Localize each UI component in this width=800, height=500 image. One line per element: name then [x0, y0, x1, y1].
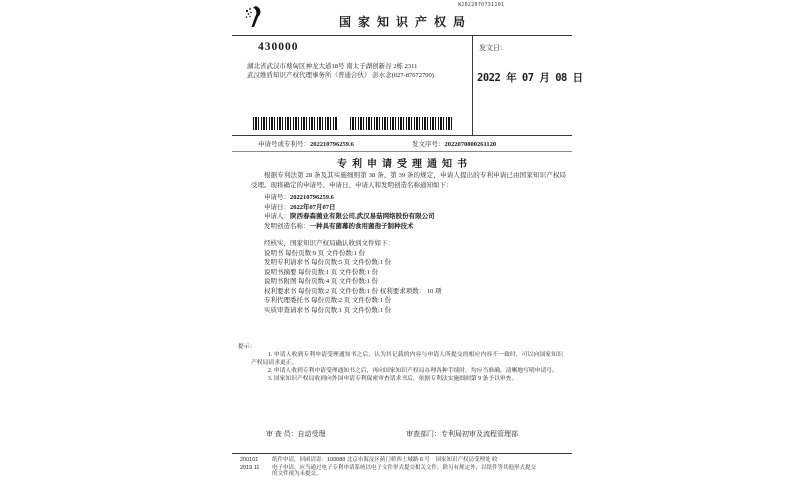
footer-text-2: 电子申请，应当通过电子专利申请系统以电子文件形式提交相关文件。除另有规定外，以纸件等其他形式提交的文件视为未提交。 — [272, 464, 537, 477]
footer-row-2 — [232, 465, 572, 478]
footer-code-2: 2019.11 — [240, 464, 260, 471]
received-file-item: 说明书 每份页数:9 页 文件份数:1 份 — [264, 249, 366, 257]
examiner-value: 自动受理 — [297, 430, 326, 438]
postal-code: 430000 — [258, 41, 299, 53]
note-item-3: 3. 国家知识产权局收到向外国申请专利保密审查请求书后，依据专利法实施细则第 9 条予以审查。 — [268, 376, 518, 382]
received-file-item: 说明书摘要 每份页数:1 页 文件份数:1 份 — [264, 268, 379, 276]
barcode-left-icon — [253, 117, 338, 130]
application-no-value: 202210796259.6 — [310, 141, 354, 148]
dispatch-no-value: 2022070800261120 — [444, 141, 497, 148]
document-title: 专利申请受理通知书 — [337, 159, 472, 170]
issue-date-value: 2022 年 07 月 08 日 — [477, 72, 583, 84]
dispatch-no-label: 发文序号： — [412, 141, 445, 148]
footer-code-1: 200101 — [240, 457, 259, 463]
note-item-1: 1. 申请人收到专利申请受理通知书之后，认为其记载的内容与申请人所提交的相应内容不一致时，可以向国家知识产权局请求更正。 — [251, 352, 563, 366]
received-file-item: 权利要求书 每份页数:2 页 文件份数:1 份 权利要求项数： 10 项 — [264, 287, 442, 295]
examiner-row — [232, 429, 572, 441]
received-intro: 经核实，国家知识产权局确认收到文件如下： — [264, 240, 394, 247]
recipient-address — [247, 62, 469, 80]
document-footer — [232, 453, 572, 479]
issue-date-label: 发文日： — [479, 44, 507, 52]
address-line-2: 武汉维盾知识产权代理事务所（普通合伙） 彭水念(027-87672700) — [247, 72, 434, 79]
field-value: 2022年07月07日 — [290, 203, 336, 211]
received-file-item: 专利代理委托书 每份页数:2 页 文件份数:1 份 — [264, 297, 392, 304]
vertical-divider — [472, 35, 473, 135]
barcode-right-icon — [350, 117, 453, 130]
examiner-cell — [266, 429, 326, 439]
dispatch-number-cell — [412, 139, 496, 148]
recipient-block — [232, 35, 583, 136]
examiner-label: 审 查 员： — [266, 430, 298, 438]
field-value: 一种具有菌幕的食用菌孢子制种技术 — [309, 222, 414, 230]
application-fields — [251, 193, 566, 231]
field-value: 202210796259.6 — [290, 194, 334, 201]
notes-section — [238, 343, 568, 383]
field-label: 发明创造名称： — [264, 222, 310, 230]
field-application-date — [251, 203, 566, 213]
notice-document — [232, 0, 583, 500]
document-header — [232, 0, 572, 36]
top-right-code: W2022070731101 — [458, 2, 505, 8]
field-label: 申请人： — [264, 213, 290, 220]
footer-text-1: 纸件申请，回函请寄：100088 北京市海淀区蓟门桥西土城路 6 号 国家知识产权局受理处 收 — [272, 457, 498, 463]
department-label: 审查部门： — [406, 430, 441, 438]
field-applicant — [251, 212, 566, 222]
field-label: 申请日： — [264, 203, 290, 211]
received-files-list — [251, 249, 566, 316]
body-intro: 根据专利法第 28 条及其实施细则第 38 条、第 39 条的规定，申请人提出的专利申请已由国家知识产权局受理。现将确定的申请号、申请日、申请人和发明创造名称通知如下： — [251, 172, 566, 189]
received-file-item: 实质审查请求书 每份页数:1 页 文件份数:1 份 — [264, 306, 392, 314]
agency-name: 国家知识产权局 — [338, 15, 472, 29]
application-no-label: 申请号或专利号： — [258, 141, 310, 148]
document-body — [251, 171, 566, 315]
received-file-item: 说明书附图 每份页数:4 页 文件份数:1 份 — [264, 278, 379, 285]
department-value: 专利局初审及流程管理部 — [441, 430, 518, 438]
application-number-cell — [258, 139, 354, 148]
footer-row-1 — [232, 457, 572, 464]
notes-title: 提示： — [238, 344, 256, 350]
field-application-no — [251, 193, 566, 203]
application-number-row — [232, 135, 572, 152]
field-label: 申请号： — [264, 194, 290, 201]
department-cell — [406, 429, 518, 439]
field-value: 陕西春森菌业有限公司,武汉易菇网络股份有限公司 — [290, 213, 435, 220]
note-item-2: 2. 申请人收到专利申请受理通知书之后，再向国家知识产权局办理各种手续时，均应当准确、清晰地写明申请号。 — [268, 368, 558, 374]
received-file-item: 发明专利请求书 每份页数:5 页 文件份数:1 份 — [264, 259, 392, 266]
address-line-1: 湖北省武汉市蔡甸区神龙大道18号 南太子湖创新谷 2栋 2311 — [247, 63, 418, 70]
field-invention-title — [251, 222, 566, 232]
